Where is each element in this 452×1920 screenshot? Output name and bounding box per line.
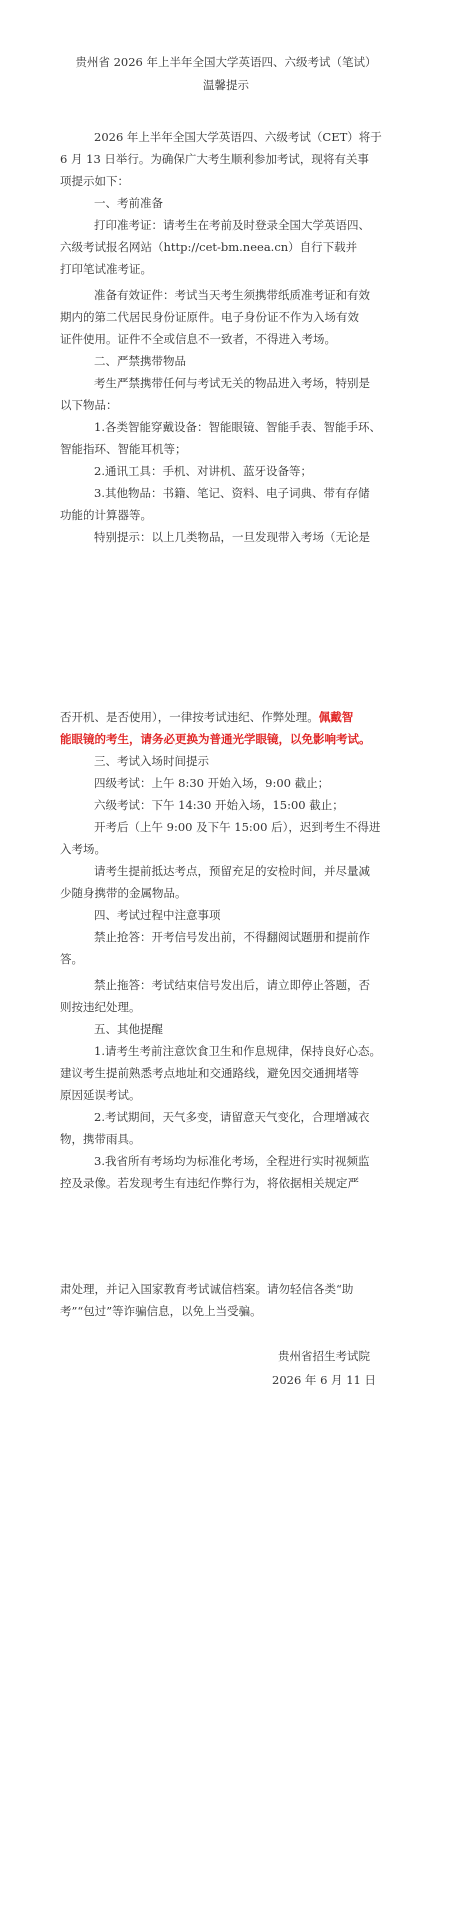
paragraph-line: 开考后（上午 9:00 及下午 15:00 后），迟到考生不得进 — [94, 820, 381, 834]
paragraph-line: 四级考试：上午 8:30 开始入场，9:00 截止； — [94, 776, 330, 790]
intro-line: 项提示如下： — [60, 174, 129, 188]
paragraph-line — [60, 706, 380, 728]
list-item: 功能的计算器等。 — [60, 508, 152, 522]
paragraph-line: 肃处理，并记入国家教育考试诚信档案。请勿轻信各类“助 — [60, 1282, 354, 1296]
paragraph-line: 考”“包过”等诈骗信息，以免上当受骗。 — [60, 1304, 262, 1318]
issue-date: 2026 年 6 月 11 日 — [272, 1373, 376, 1387]
warning-text: 佩戴智 — [318, 710, 354, 724]
list-item: 1.各类智能穿戴设备：智能眼镜、智能手表、智能手环、 — [94, 420, 381, 434]
notice-body-part2 — [60, 706, 380, 1194]
notice-subtitle: 温馨提示 — [203, 78, 249, 92]
section-heading: 五、其他提醒 — [94, 1022, 163, 1036]
section-heading: 一、考前准备 — [94, 196, 163, 210]
paragraph-line: 3.我省所有考场均为标准化考场，全程进行实时视频监 — [94, 1154, 370, 1168]
notice-body-part1 — [60, 126, 380, 548]
section-heading: 三、考试入场时间提示 — [94, 754, 209, 768]
paragraph-line: 特别提示：以上几类物品，一旦发现带入考场（无论是 — [94, 530, 370, 544]
paragraph-line: 2.考试期间，天气多变，请留意天气变化，合理增减衣 — [94, 1110, 370, 1124]
paragraph-line: 请考生提前抵达考点，预留充足的安检时间，并尽量减 — [94, 864, 370, 878]
notice-title: 贵州省 2026 年上半年全国大学英语四、六级考试（笔试） — [75, 55, 377, 69]
paragraph-line: 六级考试：下午 14:30 开始入场，15:00 截止； — [94, 798, 344, 812]
paragraph-line: 考生严禁携带任何与考试无关的物品进入考场，特别是 — [94, 376, 370, 390]
paragraph-line: 少随身携带的金属物品。 — [60, 886, 187, 900]
paragraph-line: 禁止抢答：开考信号发出前，不得翻阅试题册和提前作 — [94, 930, 370, 944]
paragraph-line: 证件使用。证件不全或信息不一致者，不得进入考场。 — [60, 332, 336, 346]
list-item: 3.其他物品：书籍、笔记、资料、电子词典、带有存储 — [94, 486, 370, 500]
paragraph-line: 1.请考生考前注意饮食卫生和作息规律，保持良好心态。 — [94, 1044, 381, 1058]
paragraph-line: 禁止拖答：考试结束信号发出后，请立即停止答题，否 — [94, 978, 370, 992]
paragraph-line: 建议考生提前熟悉考点地址和交通路线，避免因交通拥堵等 — [60, 1066, 359, 1080]
paragraph-line: 答。 — [60, 952, 83, 966]
intro-line: 2026 年上半年全国大学英语四、六级考试（CET）将于 — [94, 130, 382, 144]
section-heading: 二、严禁携带物品 — [94, 354, 186, 368]
notice-body-part3 — [60, 1278, 380, 1322]
paragraph-line: 打印准考证：请考生在考前及时登录全国大学英语四、 — [94, 218, 370, 232]
paragraph-line: 期内的第二代居民身份证原件。电子身份证不作为入场有效 — [60, 310, 359, 324]
section-heading: 四、考试过程中注意事项 — [94, 908, 221, 922]
issuer-name: 贵州省招生考试院 — [278, 1349, 370, 1363]
paragraph-line: 六级考试报名网站（http://cet-bm.neea.cn）自行下载并 — [60, 240, 358, 254]
paragraph-line: 物，携带雨具。 — [60, 1132, 141, 1146]
paragraph-line: 原因延误考试。 — [60, 1088, 141, 1102]
intro-line: 6 月 13 日举行。为确保广大考生顺利参加考试，现将有关事 — [60, 152, 369, 166]
paragraph-line: 准备有效证件：考试当天考生须携带纸质准考证和有效 — [94, 288, 370, 302]
note-text: 否开机、是否使用），一律按考试违纪、作弊处理。 — [60, 710, 319, 724]
paragraph-line: 入考场。 — [60, 842, 106, 856]
list-item: 智能指环、智能耳机等； — [60, 442, 187, 456]
paragraph-line: 则按违纪处理。 — [60, 1000, 141, 1014]
paragraph-line: 打印笔试准考证。 — [60, 262, 152, 276]
warning-text: 能眼镜的考生，请务必更换为普通光学眼镜，以免影响考试。 — [60, 732, 371, 746]
paragraph-line: 以下物品： — [60, 398, 118, 412]
list-item: 2.通讯工具：手机、对讲机、蓝牙设备等； — [94, 464, 312, 478]
paragraph-line: 控及录像。若发现考生有违纪作弊行为，将依据相关规定严 — [60, 1176, 359, 1190]
